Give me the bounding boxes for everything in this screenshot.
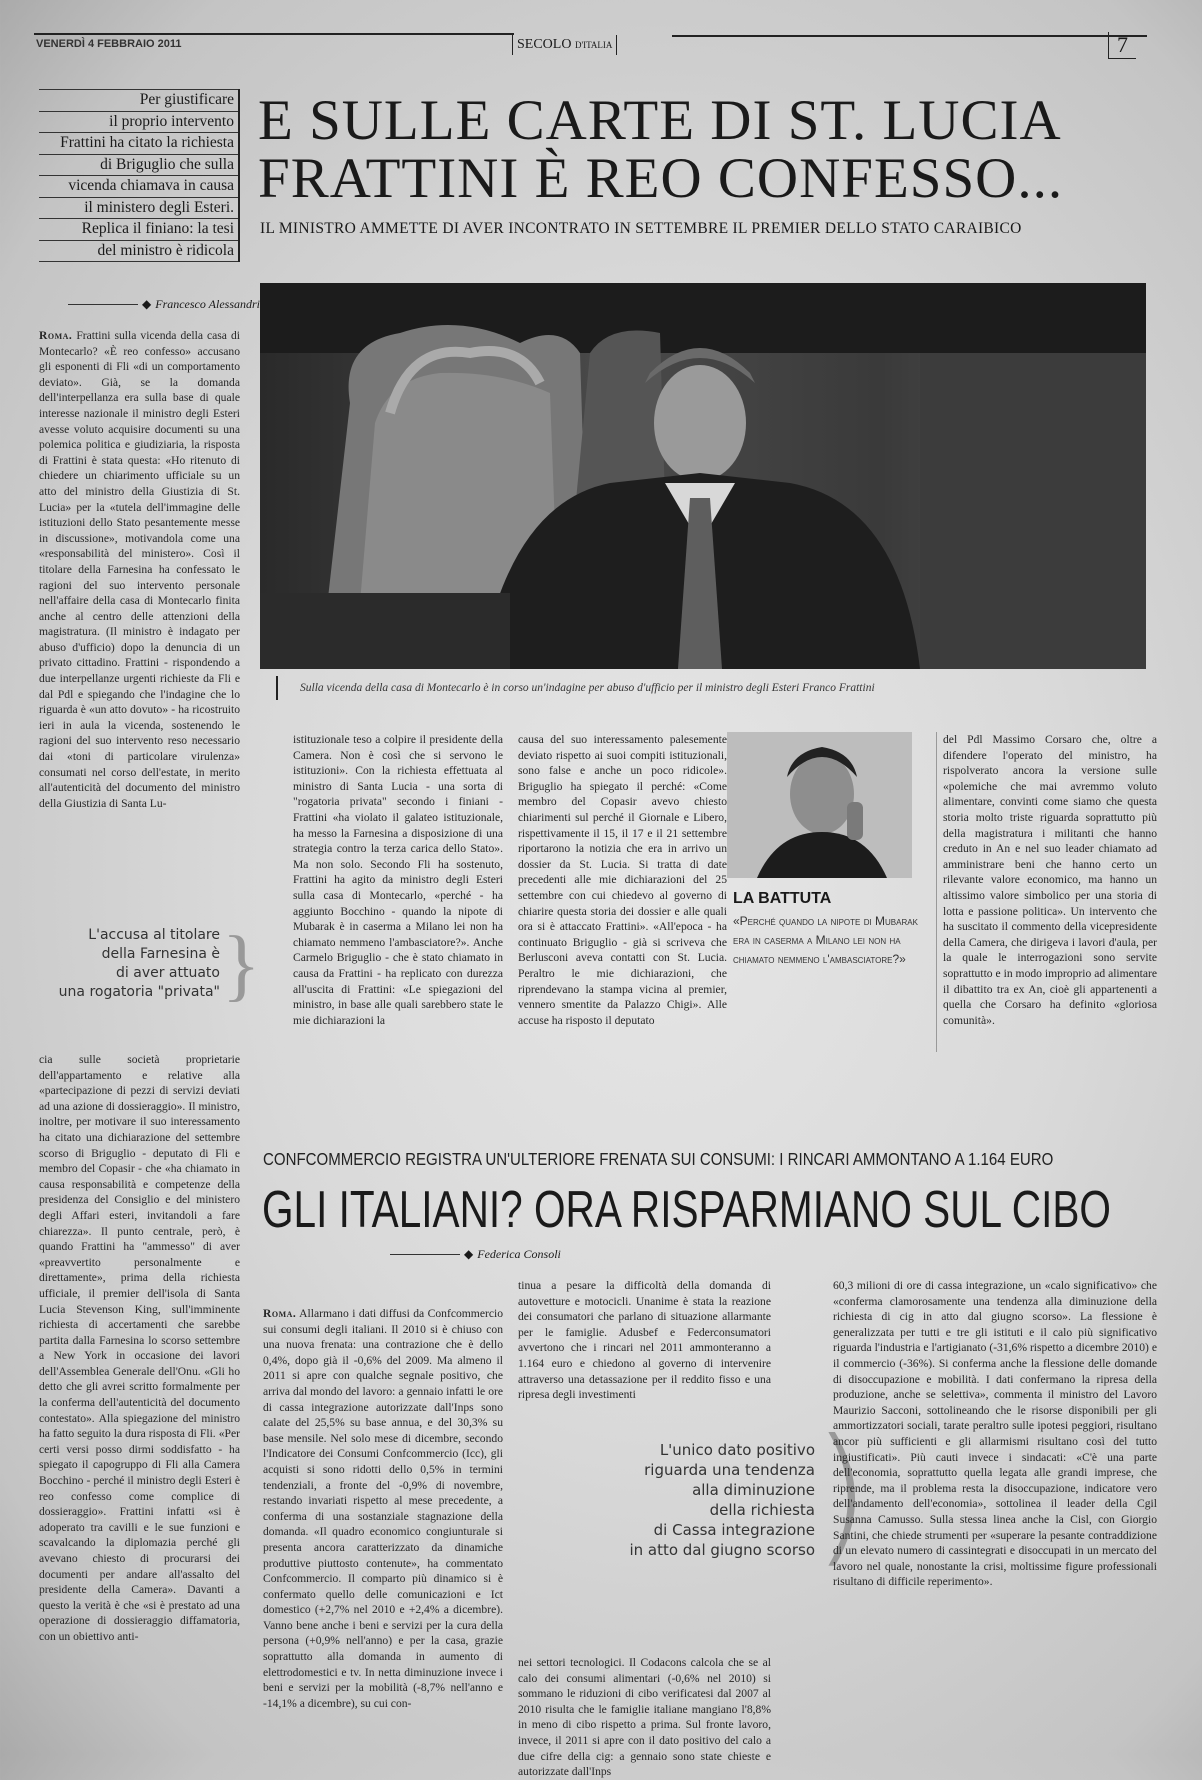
article-column — [263, 1306, 503, 1744]
photo-caption: Sulla vicenda della casa di Montecarlo è in corso un'indagine per abuso d'ufficio per il ministro degli Esteri Franco Frattini — [300, 682, 875, 694]
article-column: causa del suo interessamento palesemente deviato rispetto ai suoi compiti istituzionali, sono false e anche un poco ridicole». Briguglio ha spiegato il perché: «Come membro del Copasir avevo chiesto chiarimenti sul perché il Giornale e Libero, rispettivamente il 15, il 17 e il 21 settembre riportarono la notizia che era in arrivo un dossier da St. Lucia. Si tratta di date precedenti alle mie dichiarazioni del 25 settembre con cui chiedevo al governo di chiarire questa storia dei dossier e alle quali ora si è attaccato Frattini». «All'epoca - ha continuato Briguglio - già si scriveva che Berlusconi aveva contatti con St. Lucia. Peraltro le mie dichiarazioni, che riprendevano la stampa vicina al premier, vennero smentite da Palazzo Chigi». Alle accuse ha risposto il deputato — [518, 733, 727, 1027]
pull-quote-line: una rogatoria "privata" — [58, 984, 220, 1000]
headline-line: FRATTINI È REO CONFESSO... — [258, 147, 1064, 210]
photo-minister-seated-icon — [260, 283, 1146, 669]
brace-icon: } — [222, 921, 261, 1009]
header-rule — [672, 35, 1147, 37]
main-photo — [260, 283, 1146, 669]
header-rule — [34, 33, 514, 35]
article-column: istituzionale teso a colpire il presidente della Camera. Non è così che si servono le istituzioni». Con la richiesta effettuata al ministro di Santa Lucia - una sorta di "rogatoria privata" secondo i finiani - Frattini «ha violato il galateo istituzionale, ha messo la Farnesina a disposizione di una strategia contro la terza carica dello Stato». Ma non solo. Secondo Fli ha sostenuto, Frattini ha agito da ministro degli Esteri sulla casa di Montecarlo, «perché - ha aggiunto Bocchino - quando la nipote di Mubarak è in caserma a Milano lei non ha chiamato nemmeno l'ambasciatore?». Anche Carmelo Briguglio - che è stato chiamato in causa da Frattini - ha replicato con durezza all'uscita di Frattini: «Le spiegazioni del ministro, in base alle quali sarebbero state le mie dichiarazioni la — [293, 733, 503, 1027]
page-number: 7 — [1108, 32, 1136, 59]
pull-quote-line: della richiesta — [709, 1501, 815, 1519]
dateline: Roma. — [39, 329, 73, 342]
paper-suffix: D'ITALIA — [574, 40, 613, 50]
deck-line: Frattini ha citato la richiesta — [39, 133, 238, 155]
battuta-title: LA BATTUTA — [733, 890, 832, 907]
article-column: cia sulle società proprietarie dell'appartamento e relative alla «partecipazione di pezzi di servizi deviati ad una azione di dossieraggio». Il ministro, inoltre, per motivare il suo interessamento ha citato una dichiarazione del settembre scorso di Briguglio - deputato di Fli e membro del Copasir - che «ha chiamato in causa responsabilità e competenze della presidenza del Consiglio e del ministero degli Affari esteri, invitandoli a fare chiarezza». Il punto centrale, però, è quando Frattini ha "ammesso" di aver «preavvertito personalmente e direttamente», prima della richiesta ufficiale, il premier dell'isola di Santa Lucia Stevenson King, sull'imminente richiesta di accertamenti che sarebbe partita dalla Farnesina lo scorso settembre a New York in occasione dei lavori dell'Assemblea Generale dell'Onu. «Gli ho detto che gli avrei scritto formalmente per la conferma dell'autenticità del documento contestato». Alla spiegazione del ministro ha fatto seguito la dura risposta di Fli. «Per certi versi posso dirmi soddisfatto - ha spiegato il capogruppo di Fli alla Camera Bocchino - perché il ministro degli Esteri è reo confesso come complice di dossieraggio». Frattini infatti «si è adoperato tra cavilli e le sue funzioni e scavalcando la diplomazia perché gli avevano chiesto di procurarsi dei documenti per andare all'assalto del presidente della Camera». Davanti a questo la verità è che «si è prestato ad una operazione di dossieraggio diffamatoria, con un obiettivo anti- — [39, 1053, 240, 1643]
deck-line: di Briguglio che sulla — [39, 155, 238, 177]
author-name: Federica Consoli — [477, 1247, 561, 1261]
deck-line: il proprio intervento — [39, 112, 238, 134]
article-column: del Pdl Massimo Corsaro che, oltre a difendere l'operato del ministro, ha rispolverato ancora la versione sulle «polemiche che mai avremmo voluto alimentare, convinti come siamo che questa storia molto triste riguarda soprattutto più della magistratura i militanti che hanno creduto in An e nel suo leader chiamato ad amministrare beni che hanno certo un rilevante valore economico, ma hanno un altissimo valore simbolico per una storia di lotta e passione politica». Un intervento che ha suscitato il commento della vicepresidente della Camera, che dirigeva i lavori d'aula, per la quale le interrogazioni sono servite soprattutto e in modo improprio ad alimentare il dibattito tra ex An, cioè gli appartenenti a quella che Corsaro ha definito «gloriosa comunità». — [943, 733, 1157, 1027]
battuta-quote: «Perché quando la nipote di Mubarak era in caserma a Milano lei non ha chiamato nemmeno l'ambasciatore?» — [733, 914, 918, 966]
article-column: nei settori tecnologici. Il Codacons calcola che se al calo dei consumi alimentari (-0,6% nel 2010) si sommano le riduzioni di cibo verificatesi dal 2007 al 2010 risulta che le famiglie italiane mangiano l'8,8% in meno di cibo rispetto a prima. Sul fronte lavoro, invece, il 2011 si apre con il dato positivo del calo a due cifre della cig: a gennaio sono state chieste e autorizzate dall'Inps — [518, 1656, 771, 1779]
deck-line: vicenda chiamava in causa — [39, 176, 238, 198]
deck-line: Per giustificare — [39, 89, 238, 112]
issue-date: VENERDÌ 4 FEBBRAIO 2011 — [36, 38, 182, 50]
pull-quote-line: alla diminuzione — [692, 1481, 815, 1499]
byline: ◆ Francesco Alessandri — [68, 297, 260, 312]
parenthesis-icon: ) — [812, 1408, 871, 1582]
battuta-box — [727, 732, 937, 1052]
battuta-photo — [727, 732, 912, 878]
pull-quote-line: in atto dal giugno scorso — [629, 1541, 815, 1559]
pull-quote-line: della Farnesina è — [101, 946, 220, 962]
pull-quote-line: di aver attuato — [116, 965, 220, 981]
portrait-icon — [727, 732, 912, 878]
column-text: Allarmano i dati diffusi da Confcommercio sui consumi degli italiani. Il 2010 si è chiuso con una nuova frenata: una contrazione che è dello 0,4%, dopo già il -0,6% del 2009. Ma almeno il 2011 si apre con qualche segnale positivo, che arriva dal mondo del lavoro: a gennaio infatti le ore di cassa integrazione autorizzate dall'Inps sono calate del 25,5% su base annua, e del 30,3% su base mensile. Nel solo mese di dicembre, secondo l'Indicatore dei Consumi Confcommercio (Icc), gli acquisti si sono ridotti dello 0,5% in termini tendenziali, a fronte del -0,9% di novembre, restando invariati rispetto al mese precedente, a conferma di una sostanziale stagnazione della domanda. «Il quadro economico congiunturale si presenta ancora caratterizzato da dinamiche produttive piuttosto contenute», ha commentato Confcommercio. Il comparto più dinamico si è confermato quello delle comunicazioni e Ict domestico (+2,7% nel 2010 e +2,4% a dicembre). Vanno bene anche i beni e servizi per la cura della persona (+0,9% nell'anno) e per la casa, grazie soprattutto alla domanda in aumento di elettrodomestici e tv. In netta diminuzione invece i beni e servizi per la mobilità (-8,7% nell'anno e -14,1% a dicembre), su cui con- — [263, 1307, 503, 1710]
headline-line: E SULLE CARTE DI ST. LUCIA — [258, 89, 1062, 152]
deck-line: del ministro è ridicola — [39, 241, 238, 263]
headline — [258, 89, 1064, 210]
pull-quote — [580, 1440, 815, 1560]
article-column — [39, 328, 240, 916]
article-deck — [39, 89, 240, 262]
column-text: Frattini sulla vicenda della casa di Montecarlo? «È reo confesso» accusano gli esponenti di Fli «di un comportamento deviato». Già, se la domanda dell'interpellanza era sulla base di quale interesse nazionale il ministro degli Esteri avesse voluto acquisire documenti su una polemica politica e giudiziaria, la risposta di Frattini è stata questa: «Ho ritenuto di chiedere un chiarimento ufficiale su un atto del ministro della Giustizia di St. Lucia» per la «tutela dell'immagine delle istituzioni dello Stato pesantemente messe in discussione», motivandola come una «responsabilità del ministero». Così il titolare della Farnesina ha confessato le ragioni del suo intervento personale nell'affaire della casa di Montecarlo finita anche al centro delle attenzioni della magistratura. (Il ministro è indagato per abuso d'ufficio) dopo la denuncia di un privato cittadino. Frattini - rispondendo a due interpellanze urgenti richieste da Fli e dal Pdl e spiegando che l'indagine che lo riguarda è «un atto dovuto» - ha ricostruito ieri in aula la vicenda, sostenendo le ragioni del suo intervento reso necessario dai «toni di particolare virulenza» consumati nel corso dell'estate, in merito all'autenticità del documento del ministro della Giustizia di Santa Lu- — [39, 329, 240, 810]
article2-headline: GLI ITALIANI? ORA RISPARMIANO SUL CIBO — [262, 1181, 1111, 1239]
pull-quote — [40, 926, 220, 1002]
deck-line: Replica il finiano: la tesi — [39, 219, 238, 241]
article2-deck: CONFCOMMERCIO REGISTRA UN'ULTERIORE FRENATA SUI CONSUMI: I RINCARI AMMONTANO A 1.164 EURO — [263, 1149, 1054, 1169]
paper-name: SECOLO — [517, 37, 572, 52]
pull-quote-line: riguarda una tendenza — [644, 1461, 815, 1479]
pull-quote-line: L'accusa al titolare — [88, 927, 220, 943]
article-column: tinua a pesare la difficoltà della domanda di autovetture e motocicli. Unanime è stata la reazione dei consumatori che parlano di situazione allarmante per le famiglie. Adusbef e Federconsumatori avvertono che i rincari nel 2011 ammonteranno a 1.164 euro e chiedono al governo di intervenire attraverso una detassazione per il reddito fisso e una ripresa degli investimenti — [518, 1279, 771, 1402]
subheadline: IL MINISTRO AMMETTE DI AVER INCONTRATO IN SETTEMBRE IL PREMIER DELLO STATO CARAIBICO — [260, 220, 1022, 237]
deck-line: il ministero degli Esteri. — [39, 198, 238, 220]
dateline: Roma. — [263, 1307, 297, 1320]
newspaper-name — [512, 35, 617, 55]
byline: ◆ Federica Consoli — [390, 1247, 561, 1262]
pull-quote-line: L'unico dato positivo — [659, 1441, 815, 1459]
article-column: 60,3 milioni di ore di cassa integrazione, un «calo significativo» che «conferma clamorosamente una tendenza alla diminuzione della richiesta di cig in atto dal giugno scorso». La flessione è generalizzata per tutti e tre gli istituti e il calo più significativo riguarda l'industria e l'artigianato (-31,6% rispetto a dicembre 2010) e il commercio (-36%). Si conferma anche la flessione delle domande di disoccupazione e mobilità. I dati confermano la ripresa della produzione, anche se selettiva», commenta il ministro del Lavoro Maurizio Sacconi, sottolineando che le risorse disponibili per gli ammortizzatori sociali, tarate peraltro sulle ipotesi peggiori, risultano ancor più sufficienti e gli allarmismi risultano così del tutto ingiustificati». Più cauti invece i sindacati: «C'è una parte dell'economia, soprattutto quella legata alle grandi imprese, che riprende, ma il problema resta la disoccupazione, indicatore vero dell'andamento dell'economia», sottolinea il leader della Cgil Susanna Camusso. Sulla stessa linea anche la Cisl, con Giorgio Santini, che chiede strumenti per «superare la pesante contraddizione di un elevato numero di cassintegrati e disoccupati in un mercato del lavoro nel quale, nonostante la crisi, moltissime figure professionali risultano di difficile reperimento». — [833, 1279, 1157, 1589]
author-name: Francesco Alessandri — [155, 297, 260, 311]
pull-quote-line: di Cassa integrazione — [653, 1521, 815, 1539]
caption-rule — [276, 676, 278, 700]
